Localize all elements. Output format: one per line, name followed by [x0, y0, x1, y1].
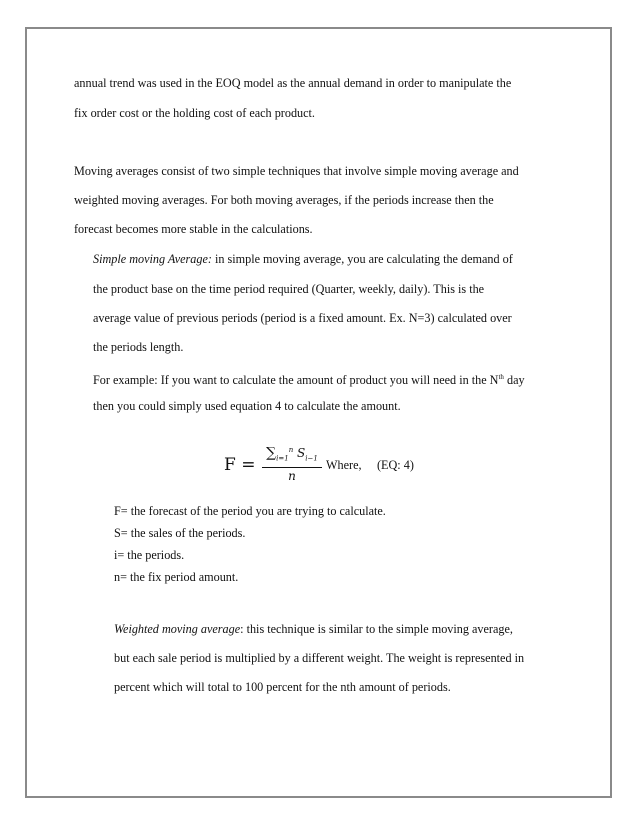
- body-text-span: : this technique is similar to the simple moving average,: [240, 622, 513, 636]
- body-text-span: For example: If you want to calculate the amount of product you will need in the N: [93, 373, 499, 387]
- equation-numerator: [262, 443, 322, 465]
- definition-item: n= the fix period amount.: [114, 570, 239, 584]
- body-text-span: in simple moving average, you are calculating the demand of: [211, 252, 513, 266]
- body-text-line: the periods length.: [93, 340, 184, 354]
- body-text-line: annual trend was used in the EOQ model as the annual demand in order to manipulate the: [74, 76, 512, 90]
- body-text-line: weighted moving averages. For both moving averages, if the periods increase then the: [74, 193, 494, 207]
- body-text-line: then you could simply used equation 4 to calculate the amount.: [93, 399, 401, 413]
- equation-fraction: [262, 443, 322, 483]
- sum-upper-limit: n: [288, 446, 294, 454]
- equation-lhs: F =: [224, 455, 256, 475]
- simple-moving-average-line: [93, 252, 513, 266]
- body-text-line: forecast becomes more stable in the calculations.: [74, 222, 313, 236]
- sum-lower-limit: i=1: [276, 454, 289, 463]
- simple-moving-average-term: Simple moving Average:: [93, 252, 212, 266]
- definition-item: S= the sales of the periods.: [114, 526, 246, 540]
- weighted-moving-average-term: Weighted moving average: [114, 622, 241, 636]
- equation-denominator: n: [288, 469, 296, 484]
- sales-subscript: i−1: [305, 454, 318, 463]
- definition-item: F= the forecast of the period you are trying to calculate.: [114, 504, 386, 518]
- weighted-moving-average-line: [114, 622, 513, 636]
- equation-where: Where,: [326, 458, 362, 472]
- body-text-line: the product base on the time period required (Quarter, weekly, daily). This is the: [93, 282, 485, 296]
- body-text-line: Moving averages consist of two simple techniques that involve simple moving average and: [74, 164, 519, 178]
- superscript: th: [498, 373, 504, 381]
- body-text-line: average value of previous periods (period is a fixed amount. Ex. N=3) calculated over: [93, 311, 512, 325]
- body-text-line: but each sale period is multiplied by a different weight. The weight is represented in: [114, 651, 525, 665]
- sigma-symbol: ∑: [266, 445, 277, 461]
- example-line: [93, 370, 525, 387]
- body-text-line: fix order cost or the holding cost of each product.: [74, 106, 315, 120]
- equation-label: (EQ: 4): [377, 458, 414, 472]
- body-text-line: percent which will total to 100 percent for the nth amount of periods.: [114, 680, 451, 694]
- definition-item: i= the periods.: [114, 548, 185, 562]
- fraction-bar: [262, 467, 322, 468]
- sales-term: S: [297, 446, 306, 460]
- body-text-span: day: [503, 373, 525, 387]
